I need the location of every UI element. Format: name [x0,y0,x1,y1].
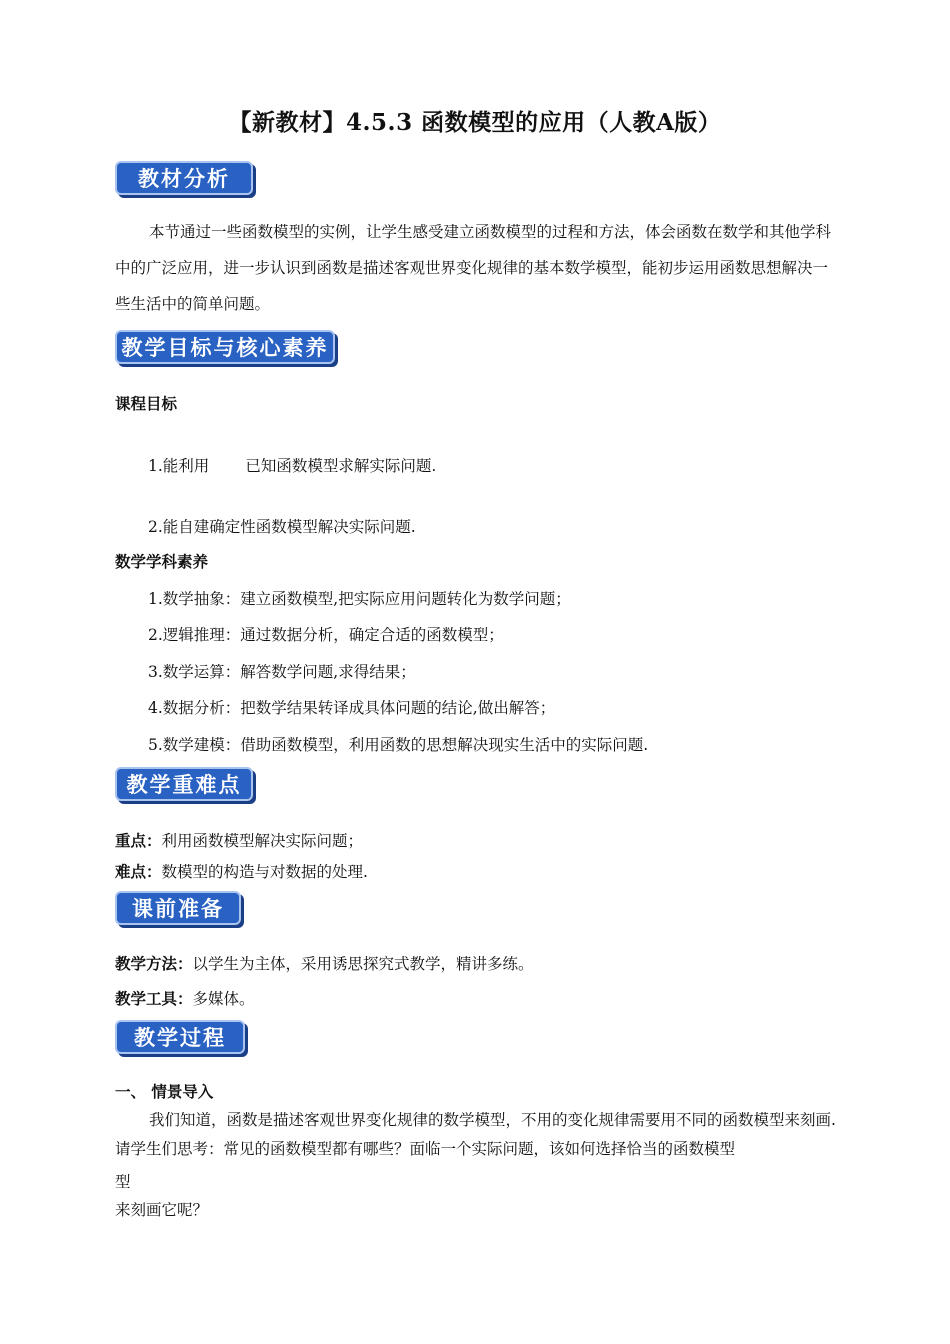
teaching-method [115,952,534,974]
hard-point-label: 难点： [115,863,162,881]
intro-line-3: 来刻画它呢？ [115,1201,209,1219]
key-point-text: 利用函数模型解决实际问题； [161,832,364,850]
section-badge-prep: 课前准备 [115,891,241,925]
intro-heading: 一、 情景导入 [115,1083,214,1101]
section-badge-goals: 教学目标与核心素养 [115,330,335,364]
literacy-item: 1.数学抽象：建立函数模型,把实际应用问题转化为数学问题； [148,590,571,608]
hard-point-text: 数模型的构造与对数据的处理. [161,863,368,881]
page-title: 【新教材】4.5.3 函数模型的应用（人教A版） [228,109,722,136]
teaching-method-text: 以学生为主体，采用诱思探究式教学，精讲多练。 [192,955,534,973]
intro-line-2: 型 [115,1173,131,1191]
analysis-paragraph: 本节通过一些函数模型的实例，让学生感受建立函数模型的过程和方法，体会函数在数学和其他学科中的广泛应用，进一步认识到函数是描述客观世界变化规律的基本数学模型，能初步运用函数思想解决一些生活中的简单问题。 [115,223,832,313]
course-goals-heading: 课程目标 [115,395,178,413]
intro-paragraph: 我们知道，函数是描述客观世界变化规律的数学模型，不用的变化规律需要用不同的函数模型来刻画.请学生们思考：常见的函数模型都有哪些？面临一个实际问题，该如何选择恰当的函数模型 [115,1111,836,1158]
literacy-heading: 数学学科素养 [115,553,209,571]
course-goal-1-text-b: 已知函数模型求解实际问题. [245,457,437,475]
literacy-item: 2.逻辑推理：通过数据分析，确定合适的函数模型； [148,626,504,644]
key-point [115,829,363,851]
literacy-item: 5.数学建模：借助函数模型，利用函数的思想解决现实生活中的实际问题. [148,736,649,754]
teaching-tool-label: 教学工具： [115,990,193,1008]
course-goal-1 [148,454,436,476]
course-goal-1-text-a: 能利用 [162,457,210,475]
section-badge-process: 教学过程 [115,1020,245,1054]
teaching-tool-text: 多媒体。 [192,990,255,1008]
literacy-item: 4.数据分析：把数学结果转译成具体问题的结论,做出解答； [148,699,556,717]
section-badge-keypoints: 教学重难点 [115,767,253,801]
course-goal-1-num: 1. [148,457,163,475]
key-point-label: 重点： [115,832,162,850]
hard-point [115,860,368,882]
literacy-item: 3.数学运算：解答数学问题,求得结果； [148,663,416,681]
course-goal-2 [148,515,416,537]
section-badge-analysis: 教材分析 [115,161,253,195]
course-goal-2-num: 2. [148,518,163,536]
teaching-method-label: 教学方法： [115,955,193,973]
teaching-tool [115,987,255,1009]
course-goal-2-text: 能自建确定性函数模型解决实际问题. [162,518,416,536]
